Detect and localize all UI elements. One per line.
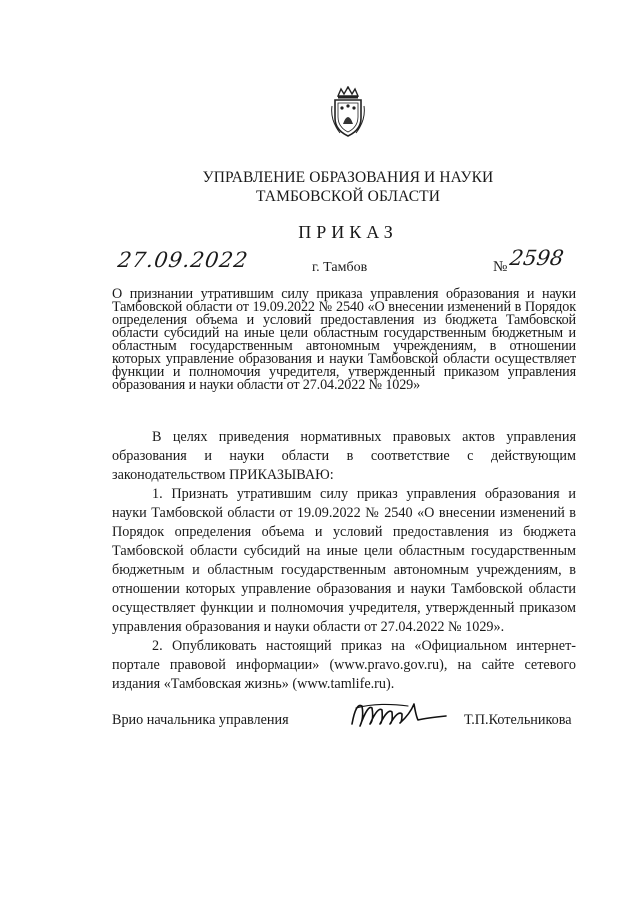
order-body — [112, 428, 576, 694]
signature-block — [112, 708, 582, 748]
order-item-2: 2. Опубликовать настоящий приказ на «Официальном интернет-портале правовой информации» (www.pravo.gov.ru), на сайте сетевого издания «Тамбовская жизнь» (www.tamlife.ru). — [112, 638, 576, 692]
order-title: О признании утратившим силу приказа управления образования и науки Тамбовской области от 19.09.2022 № 2540 «О внесении изменений в Порядок определения объема и условий предоставления из бюджета Тамбовской области субсидий на иные цели областным государственным бюджетным и областным государственным автономным учреждениям, в отношении которых управление образования и науки Тамбовской области осуществляет функции и полномочия учредителя, утвержденный приказом управления образования и науки области от 27.04.2022 № 1029» — [112, 286, 576, 393]
order-preamble: В целях приведения нормативных правовых актов управления образования и науки области в соответствие с действующим законодательством ПРИКАЗЫВАЮ: — [112, 429, 576, 483]
organization-name-line2: ТАМБОВСКОЙ ОБЛАСТИ — [256, 188, 440, 205]
order-number-label: № — [493, 259, 508, 275]
coat-of-arms-icon — [328, 86, 368, 138]
document-type: ПРИКАЗ — [298, 222, 398, 242]
handwritten-signature — [348, 696, 458, 730]
organization-name-line1: УПРАВЛЕНИЕ ОБРАЗОВАНИЯ И НАУКИ — [202, 169, 494, 186]
order-number: 2598 — [508, 246, 566, 270]
signatory-position: Врио начальника управления — [112, 712, 289, 728]
order-item-1: 1. Признать утратившим силу приказ управления образования и науки Тамбовской области от 19.09.2022 № 2540 «О внесении изменений в Порядок определения объема и условий предоставления из бюджета Тамбовской области субсидий на иные цели областным государственным бюджетным и областным государственным автономным учреждениям, в отношении которых управление образования и науки Тамбовской области осуществляет функции и полномочия учредителя, утвержденный приказом управления образования и науки области от 27.04.2022 № 1029». — [112, 486, 576, 635]
signatory-name: Т.П.Котельникова — [464, 712, 572, 728]
order-city: г. Тамбов — [312, 260, 368, 275]
order-date: 27.09.2022 — [116, 248, 250, 272]
